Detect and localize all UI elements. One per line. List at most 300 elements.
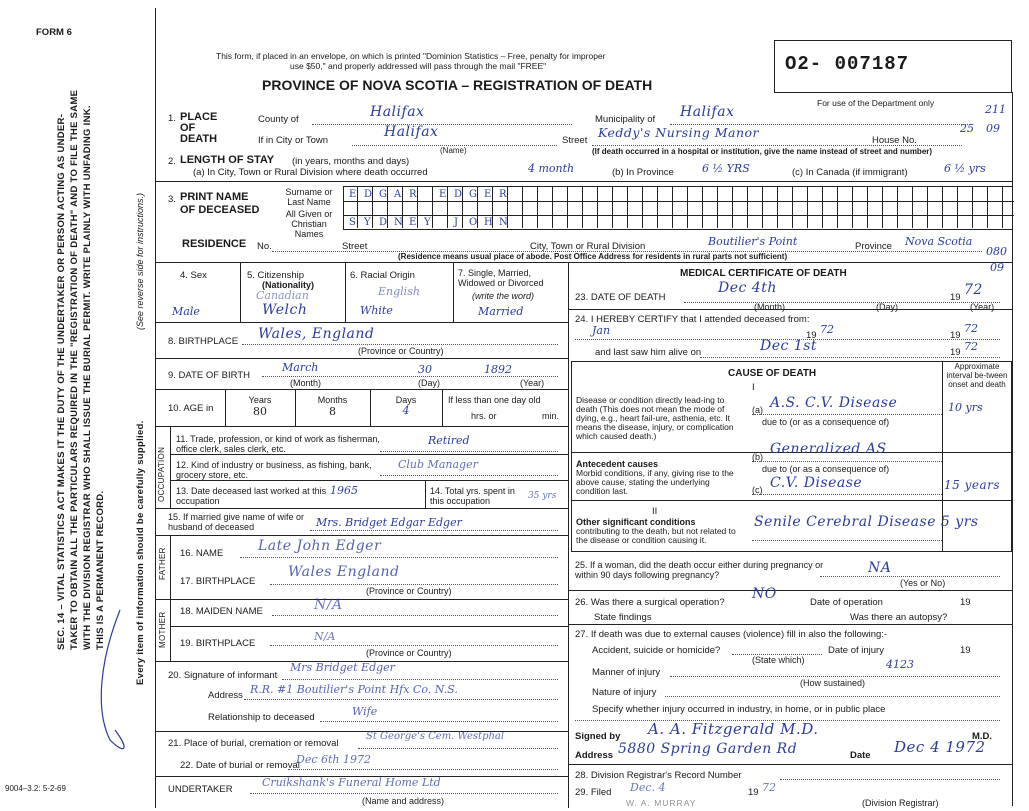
attended-to-year: 72	[964, 322, 978, 335]
name-grid-cell	[493, 200, 508, 214]
burial-date-value: Dec 6th 1972	[296, 753, 371, 766]
occupation-13-value: 1965	[330, 484, 358, 497]
stay-province-value: 6 ½ YRS	[702, 162, 750, 175]
name-grid-cell	[973, 214, 988, 228]
father-birthplace-sub: (Province or Country)	[366, 586, 452, 596]
age-years-label: Years	[248, 395, 272, 405]
name-grid-cell	[658, 214, 673, 228]
dob-month-sub: (Month)	[290, 378, 322, 388]
name-grid-cell	[508, 186, 523, 200]
mother-maiden-value: N/A	[314, 597, 343, 613]
dob-label: 9. DATE OF BIRTH	[168, 370, 250, 381]
name-grid-cell	[868, 186, 883, 200]
name-grid-cell	[883, 200, 898, 214]
relationship-value: Wife	[352, 705, 378, 718]
name-grid-cell	[538, 214, 553, 228]
name-grid-cell	[853, 214, 868, 228]
name-grid-cell	[373, 200, 388, 214]
name-grid-cell	[583, 186, 598, 200]
q27-label: 27. If death was due to external causes (violence) fill in also the following:-	[575, 629, 888, 640]
operation-date-label: Date of operation	[810, 597, 883, 608]
name-grid-cell	[583, 214, 598, 228]
registrar-record-label: 28. Division Registrar's Record Number	[575, 770, 742, 781]
registrar-stamp: W. A. MURRAY	[626, 798, 697, 808]
citizenship-old: Canadian	[256, 289, 309, 302]
dept-code-2: 25	[960, 122, 974, 135]
name-grid-cell	[868, 214, 883, 228]
s1-number: 1.	[168, 113, 176, 124]
name-grid-cell	[553, 214, 568, 228]
name-grid-cell	[958, 186, 973, 200]
name-grid-cell	[628, 214, 643, 228]
name-grid-cell	[913, 214, 928, 228]
name-grid-cell	[523, 186, 538, 200]
name-grid-cell	[898, 214, 913, 228]
name-grid-cell	[973, 200, 988, 214]
print-name-title-1: PRINT NAME	[180, 191, 249, 203]
informant-address-label: Address	[208, 690, 243, 701]
name-grid-cell	[733, 214, 748, 228]
relationship-label: Relationship to deceased	[208, 712, 315, 723]
name-grid-cell	[718, 200, 733, 214]
due-to-1: due to (or as a consequence of)	[762, 417, 890, 427]
dept-code-5: 09	[990, 261, 1004, 274]
given-names-label: All Given or Christian Names	[285, 209, 333, 239]
undertaker-label: UNDERTAKER	[168, 784, 233, 795]
name-grid-cell	[598, 214, 613, 228]
municipality-label: Municipality of	[595, 114, 656, 125]
attended-19b: 19	[950, 330, 961, 341]
antecedent-label: Antecedent causes	[576, 459, 659, 469]
name-grid-cell	[418, 200, 433, 214]
name-grid-cell	[433, 214, 448, 228]
undertaker-value: Cruikshank's Funeral Home Ltd	[262, 776, 441, 789]
name-grid-cell	[988, 200, 1003, 214]
q26-value: NO	[752, 586, 777, 602]
dob-year: 1892	[484, 363, 512, 376]
nature-label: Nature of injury	[592, 687, 657, 698]
residence-no-label: No.	[257, 241, 272, 252]
filed-date: Dec. 4	[630, 781, 666, 794]
name-grid-cell	[613, 200, 628, 214]
last-saw-19: 19	[950, 347, 961, 358]
age-label: 10. AGE	[168, 403, 204, 414]
name-grid-cell	[733, 200, 748, 214]
name-grid-cell	[793, 186, 808, 200]
antecedent-sub: Morbid conditions, if any, giving rise to the above cause, stating the underlying condition last.	[576, 468, 734, 496]
residence-province-value: Nova Scotia	[905, 235, 973, 248]
name-grid-cell	[928, 200, 943, 214]
citizenship-value: Welch	[262, 302, 308, 318]
occupation-14-label: 14. Total yrs. spent in this occupation	[430, 486, 515, 506]
name-grid-cell	[838, 214, 853, 228]
name-grid-cell	[658, 200, 673, 214]
manner-label: Manner of injury	[592, 667, 661, 678]
name-grid-cell	[808, 186, 823, 200]
name-grid-cell	[823, 186, 838, 200]
stay-city-label: (a) In City, Town or Rural Division where death occurred	[193, 167, 428, 178]
filed-label: 29. Filed	[575, 787, 612, 798]
accident-label: Accident, suicide or homicide?	[592, 645, 721, 656]
name-grid-cell	[748, 186, 763, 200]
name-grid-cell	[898, 186, 913, 200]
residence-street-label: Street	[342, 241, 368, 252]
citizenship-sub: (Nationality)	[262, 280, 315, 290]
name-grid-cell	[718, 214, 733, 228]
medical-header: MEDICAL CERTIFICATE OF DEATH	[680, 268, 847, 279]
name-grid-cell	[883, 186, 898, 200]
direct-cause-label: Disease or condition directly lead-ing to death (This does not mean the mode of dying, e.g., heart fail-ure, asthenia, etc. It means the disease, injury, or complication which caused death.)	[576, 395, 734, 441]
name-grid-cell	[523, 214, 538, 228]
other-conditions-sub: contributing to the death, but not related to the disease or condition causing it.	[576, 526, 736, 545]
name-grid-cell	[958, 214, 973, 228]
name-grid-cell	[448, 200, 463, 214]
name-grid-cell	[613, 186, 628, 200]
name-grid-cell	[598, 186, 613, 200]
department-use-label: For use of the Department only	[817, 98, 935, 108]
name-grid-cell	[658, 186, 673, 200]
name-grid-cell	[778, 214, 793, 228]
name-grid-cell	[853, 186, 868, 200]
name-grid-cell	[628, 200, 643, 214]
last-saw-label: and last saw him alive on	[595, 347, 702, 358]
name-grid-cell	[988, 214, 1003, 228]
left-border	[155, 8, 156, 808]
marital-sub: (write the word)	[472, 291, 535, 301]
age-months: 8	[329, 405, 336, 418]
spouse-value: Mrs. Bridget Edgar Edger	[316, 516, 462, 529]
length-of-stay-title: LENGTH OF STAY	[180, 154, 275, 166]
name-grid-cell	[823, 214, 838, 228]
age-in: in	[206, 403, 214, 414]
length-of-stay-sub: (in years, months and days)	[292, 156, 410, 167]
name-grid-cell	[403, 200, 418, 214]
name-grid-cell	[793, 214, 808, 228]
municipality-value: Halifax	[680, 104, 735, 120]
name-grid-cell	[793, 200, 808, 214]
marital-label: 7. Single, Married, Widowed or Divorced	[458, 268, 544, 288]
city-name-sub: (Name)	[440, 146, 467, 155]
name-grid-cell	[778, 200, 793, 214]
residence-city-value: Boutilier's Point	[708, 235, 798, 248]
birthplace-value: Wales, England	[258, 326, 375, 342]
occupation-13-label: 13. Date deceased last worked at this occupation	[176, 486, 327, 506]
name-grid-cell	[823, 200, 838, 214]
death-date-19: 19	[950, 292, 961, 303]
dob-month: March	[282, 361, 319, 374]
interval-c-value: 15 years	[944, 478, 1001, 492]
father-name-label: 16. NAME	[180, 548, 224, 559]
roman-1: I	[752, 382, 755, 393]
death-date-label: 23. DATE OF DEATH	[575, 292, 666, 303]
sex-value: Male	[172, 305, 200, 318]
name-grid-cell	[643, 200, 658, 214]
name-grid-cell	[538, 200, 553, 214]
occupation-11-value: Retired	[428, 434, 470, 447]
name-grid-cell	[868, 200, 883, 214]
burial-place-label: 21. Place of burial, cremation or removal	[168, 738, 339, 749]
name-grid-cell	[583, 200, 598, 214]
occupation-side-label: OCCUPATION	[157, 446, 166, 502]
age-months-label: Months	[317, 395, 348, 405]
form-label: FORM 6	[36, 27, 72, 38]
name-grid-cell	[688, 200, 703, 214]
last-saw-year: 72	[964, 340, 978, 353]
age-years: 80	[253, 405, 267, 418]
signature-value: A. A. Fitzgerald M.D.	[648, 720, 819, 738]
house-label: House No.	[872, 135, 917, 146]
careful-note: Every item of information should be carefully supplied.	[135, 420, 146, 685]
statute-line-4: THIS IS A PERMANENT RECORD.	[95, 490, 106, 650]
citizenship-label: 5. Citizenship	[247, 270, 305, 281]
stay-city-value: 4 month	[528, 162, 575, 175]
name-grid-cell	[763, 186, 778, 200]
code-value: 4123	[886, 658, 914, 671]
city-value: Halifax	[384, 124, 439, 140]
informant-address-value: R.R. #1 Boutilier's Point Hfx Co. N.S.	[250, 683, 458, 696]
name-grid-cell	[958, 200, 973, 214]
dept-code-4: 080	[986, 245, 1007, 258]
informant-label: 20. Signature of informant	[168, 670, 278, 681]
pen-mark	[80, 600, 150, 760]
street-value: Keddy's Nursing Manor	[598, 125, 759, 140]
stay-canada-value: 6 ½ yrs	[944, 162, 986, 175]
name-grid-cell	[673, 200, 688, 214]
residence-title: RESIDENCE	[182, 238, 247, 250]
mail-notice: This form, if placed in an envelope, on which is printed "Dominion Statistics – Free, penalty for improper	[216, 51, 606, 61]
father-name-value: Late John Edger	[258, 538, 382, 554]
name-grid-cell	[703, 186, 718, 200]
name-grid-cell	[943, 214, 958, 228]
street-label: Street	[562, 135, 588, 146]
father-side-label: FATHER	[158, 547, 167, 580]
name-grid-cell	[748, 200, 763, 214]
age-days: 4	[402, 404, 410, 417]
signed-date: Dec 4 1972	[894, 738, 986, 756]
cause-a-value: A.S. C.V. Disease	[770, 395, 898, 411]
name-grid-cell	[673, 214, 688, 228]
q25-value: NA	[868, 560, 892, 576]
name-grid-cell	[808, 200, 823, 214]
residence-city-label: City, Town or Rural Division	[530, 241, 646, 252]
name-grid-cell	[523, 200, 538, 214]
stay-province-label: (b) In Province	[612, 167, 674, 178]
dob-year-sub: (Year)	[520, 378, 545, 388]
residence-province-label: Province	[855, 241, 892, 252]
form-code: 9004–3.2: 5-2-69	[5, 784, 66, 793]
death-day-sub: (Day)	[876, 302, 898, 312]
cause-b-value: Generalized AS	[770, 441, 887, 457]
date-label: Date	[850, 750, 871, 761]
findings-label: State findings	[594, 612, 652, 623]
name-grid-cell	[538, 186, 553, 200]
statute-line-1: SEC. 14 – VITAL STATISTICS ACT MAKES IT THE DUTY OF THE UNDERTAKER OR PERSON ACTING AS UNDER-	[56, 113, 67, 650]
death-year-sub: (Year)	[970, 302, 995, 312]
statute-line-3: WITH THE DIVISION REGISTRAR WHO SHALL ISSUE THE BURIAL PERMIT. WRITE PLAINLY WITH UNFADING INK.	[82, 105, 93, 650]
s3-number: 3.	[168, 194, 176, 205]
md-label: M.D.	[972, 731, 993, 742]
name-grid-cell	[358, 200, 373, 214]
filed-year: 72	[762, 781, 776, 794]
name-grid-cell	[508, 200, 523, 214]
cause-header: CAUSE OF DEATH	[728, 368, 817, 379]
registration-number-box	[774, 40, 1012, 93]
stay-canada-label: (c) In Canada (if immigrant)	[792, 167, 908, 178]
statute-line-2: TAKER TO OBTAIN ALL THE PARTICULARS REQUIRED IN THE "REGISTRATION OF DEATH" AND TO FILE THE SAME	[69, 89, 80, 650]
racial-origin-value: White	[360, 304, 393, 317]
dept-code-1: 211	[985, 103, 1006, 116]
name-grid-cell	[853, 200, 868, 214]
name-grid-cell	[718, 186, 733, 200]
name-grid-cell	[553, 186, 568, 200]
other-conditions-value: Senile Cerebral Disease 5 yrs	[754, 514, 979, 530]
name-grid-cell	[703, 200, 718, 214]
name-grid-cell	[898, 200, 913, 214]
injury-date-label: Date of injury	[828, 645, 884, 656]
age-hrs: hrs. or	[471, 411, 497, 421]
name-grid-cell	[763, 200, 778, 214]
name-grid-cell	[343, 200, 358, 214]
autopsy-label: Was there an autopsy?	[850, 612, 948, 623]
death-month-sub: (Month)	[754, 302, 786, 312]
mother-birthplace-label: 19. BIRTHPLACE	[180, 638, 256, 649]
racial-origin-old: English	[378, 285, 420, 298]
age-less-day: If less than one day old	[448, 395, 541, 405]
q26-label: 26. Was there a surgical operation?	[575, 597, 725, 608]
place-of-death-title: PLACE OF DEATH	[180, 111, 218, 145]
attended-from-year: 72	[820, 323, 834, 336]
occupation-11-label: 11. Trade, profession, or kind of work as fisherman, office clerk, sales clerk, etc.	[176, 434, 380, 454]
name-grid-cell	[763, 214, 778, 228]
name-grid-cell	[748, 214, 763, 228]
dept-code-3: 09	[986, 122, 1000, 135]
occupation-14-value: 35 yrs	[528, 491, 557, 501]
last-saw-value: Dec 1st	[760, 338, 818, 354]
name-grid-cell	[973, 186, 988, 200]
name-grid-cell	[643, 214, 658, 228]
cause-c-value: C.V. Disease	[770, 475, 863, 491]
name-grid-cell	[568, 214, 583, 228]
name-grid-cell	[928, 186, 943, 200]
name-grid-cell	[838, 186, 853, 200]
name-grid-cell	[913, 186, 928, 200]
dob-day-sub: (Day)	[418, 378, 440, 388]
name-grid-cell	[733, 186, 748, 200]
county-value: Halifax	[370, 104, 425, 120]
name-grid-cell	[553, 200, 568, 214]
how-sustained: (How sustained)	[800, 678, 866, 688]
mother-birthplace-sub: (Province or Country)	[366, 648, 452, 658]
name-grid-cell	[928, 214, 943, 228]
surname-label: Surname or Last Name	[285, 187, 333, 207]
name-grid-cell	[988, 186, 1003, 200]
mother-side-label: MOTHER	[158, 611, 167, 648]
age-min: min.	[542, 411, 560, 421]
residence-note: (Residence means usual place of abode. Post Office Address for residents in rural parts not sufficient)	[398, 252, 788, 261]
attended-19: 19	[806, 330, 817, 341]
state-which: (State which)	[752, 655, 805, 665]
mail-notice-2: use $50," and properly addressed will pass through the mail "FREE"	[290, 61, 547, 71]
name-grid-cell	[883, 214, 898, 228]
birthplace-label: 8. BIRTHPLACE	[168, 336, 239, 347]
certify-label: 24. I HEREBY CERTIFY that I attended deceased from:	[575, 314, 810, 325]
name-grid-cell	[613, 214, 628, 228]
name-grid-cell	[643, 186, 658, 200]
name-grid-cell	[418, 186, 433, 200]
occupation-12-label: 12. Kind of industry or business, as fishing, bank, grocery store, etc.	[176, 460, 372, 480]
address-label: Address	[575, 750, 614, 761]
mother-maiden-label: 18. MAIDEN NAME	[180, 606, 263, 617]
death-date-value: Dec 4th	[718, 280, 777, 296]
name-grid-cell	[808, 214, 823, 228]
other-conditions-label: Other significant conditions	[576, 517, 696, 527]
name-grid-cell	[478, 200, 493, 214]
signed-by-label: Signed by	[575, 731, 621, 742]
name-grid-cell	[688, 186, 703, 200]
specify-label: Specify whether injury occurred in industry, in home, or in public place	[592, 704, 886, 715]
q25-yesno: (Yes or No)	[900, 578, 946, 588]
division-registrar-sub: (Division Registrar)	[862, 798, 939, 808]
spouse-label: 15. If married give name of wife or husband of deceased	[168, 512, 305, 532]
name-grid-cell	[388, 200, 403, 214]
age-days-label: Days	[395, 395, 417, 405]
name-grid-cell	[703, 214, 718, 228]
name-grid-cell	[568, 200, 583, 214]
name-grid-cell	[688, 214, 703, 228]
father-birthplace-label: 17. BIRTHPLACE	[180, 576, 256, 587]
s2-number: 2.	[168, 156, 176, 167]
county-label: County of	[258, 114, 299, 125]
sex-label: 4. Sex	[180, 270, 207, 281]
registration-number: O2- 007187	[785, 53, 910, 75]
middle-divider	[568, 262, 569, 808]
name-grid-cell	[673, 186, 688, 200]
name-grid-cell	[628, 186, 643, 200]
interval-label: Approximate interval be-tween onset and death	[946, 362, 1008, 389]
form-title: PROVINCE OF NOVA SCOTIA – REGISTRATION OF DEATH	[262, 77, 653, 93]
interval-a-value: 10 yrs	[948, 401, 983, 414]
name-grid-cell	[598, 200, 613, 214]
doctor-address: 5880 Spring Garden Rd	[618, 741, 798, 757]
racial-origin-label: 6. Racial Origin	[350, 270, 415, 281]
mother-birthplace-value: N/A	[314, 630, 336, 643]
death-date-year: 72	[964, 282, 983, 298]
dob-day: 30	[418, 363, 432, 376]
birthplace-sub: (Province or Country)	[358, 346, 444, 356]
father-birthplace-value: Wales England	[288, 564, 400, 580]
marital-value: Married	[478, 305, 524, 318]
name-grid-cell	[913, 200, 928, 214]
occupation-12-value: Club Manager	[398, 458, 478, 471]
name-grid-cell	[568, 186, 583, 200]
print-name-title-2: OF DECEASED	[180, 204, 260, 216]
hospital-note: (If death occurred in a hospital or institution, give the name instead of street and number)	[592, 147, 933, 156]
due-to-2: due to (or as a consequence of)	[762, 464, 890, 474]
name-grid-cell	[778, 186, 793, 200]
name-grid-cell	[463, 200, 478, 214]
city-label: If in City or Town	[258, 135, 329, 146]
q25-label: 25. If a woman, did the death occur either during pregnancy or within 90 days following pregnancy?	[575, 560, 824, 580]
undertaker-sub: (Name and address)	[362, 796, 445, 806]
name-grid-cell	[508, 214, 523, 228]
name-grid-cell	[838, 200, 853, 214]
informant-value: Mrs Bridget Edger	[290, 661, 395, 674]
attended-from: Jan	[592, 324, 611, 337]
burial-date-label: 22. Date of burial or removal	[180, 760, 300, 771]
roman-2: II	[652, 506, 658, 517]
name-grid-cell	[943, 186, 958, 200]
name-grid-cell	[433, 200, 448, 214]
